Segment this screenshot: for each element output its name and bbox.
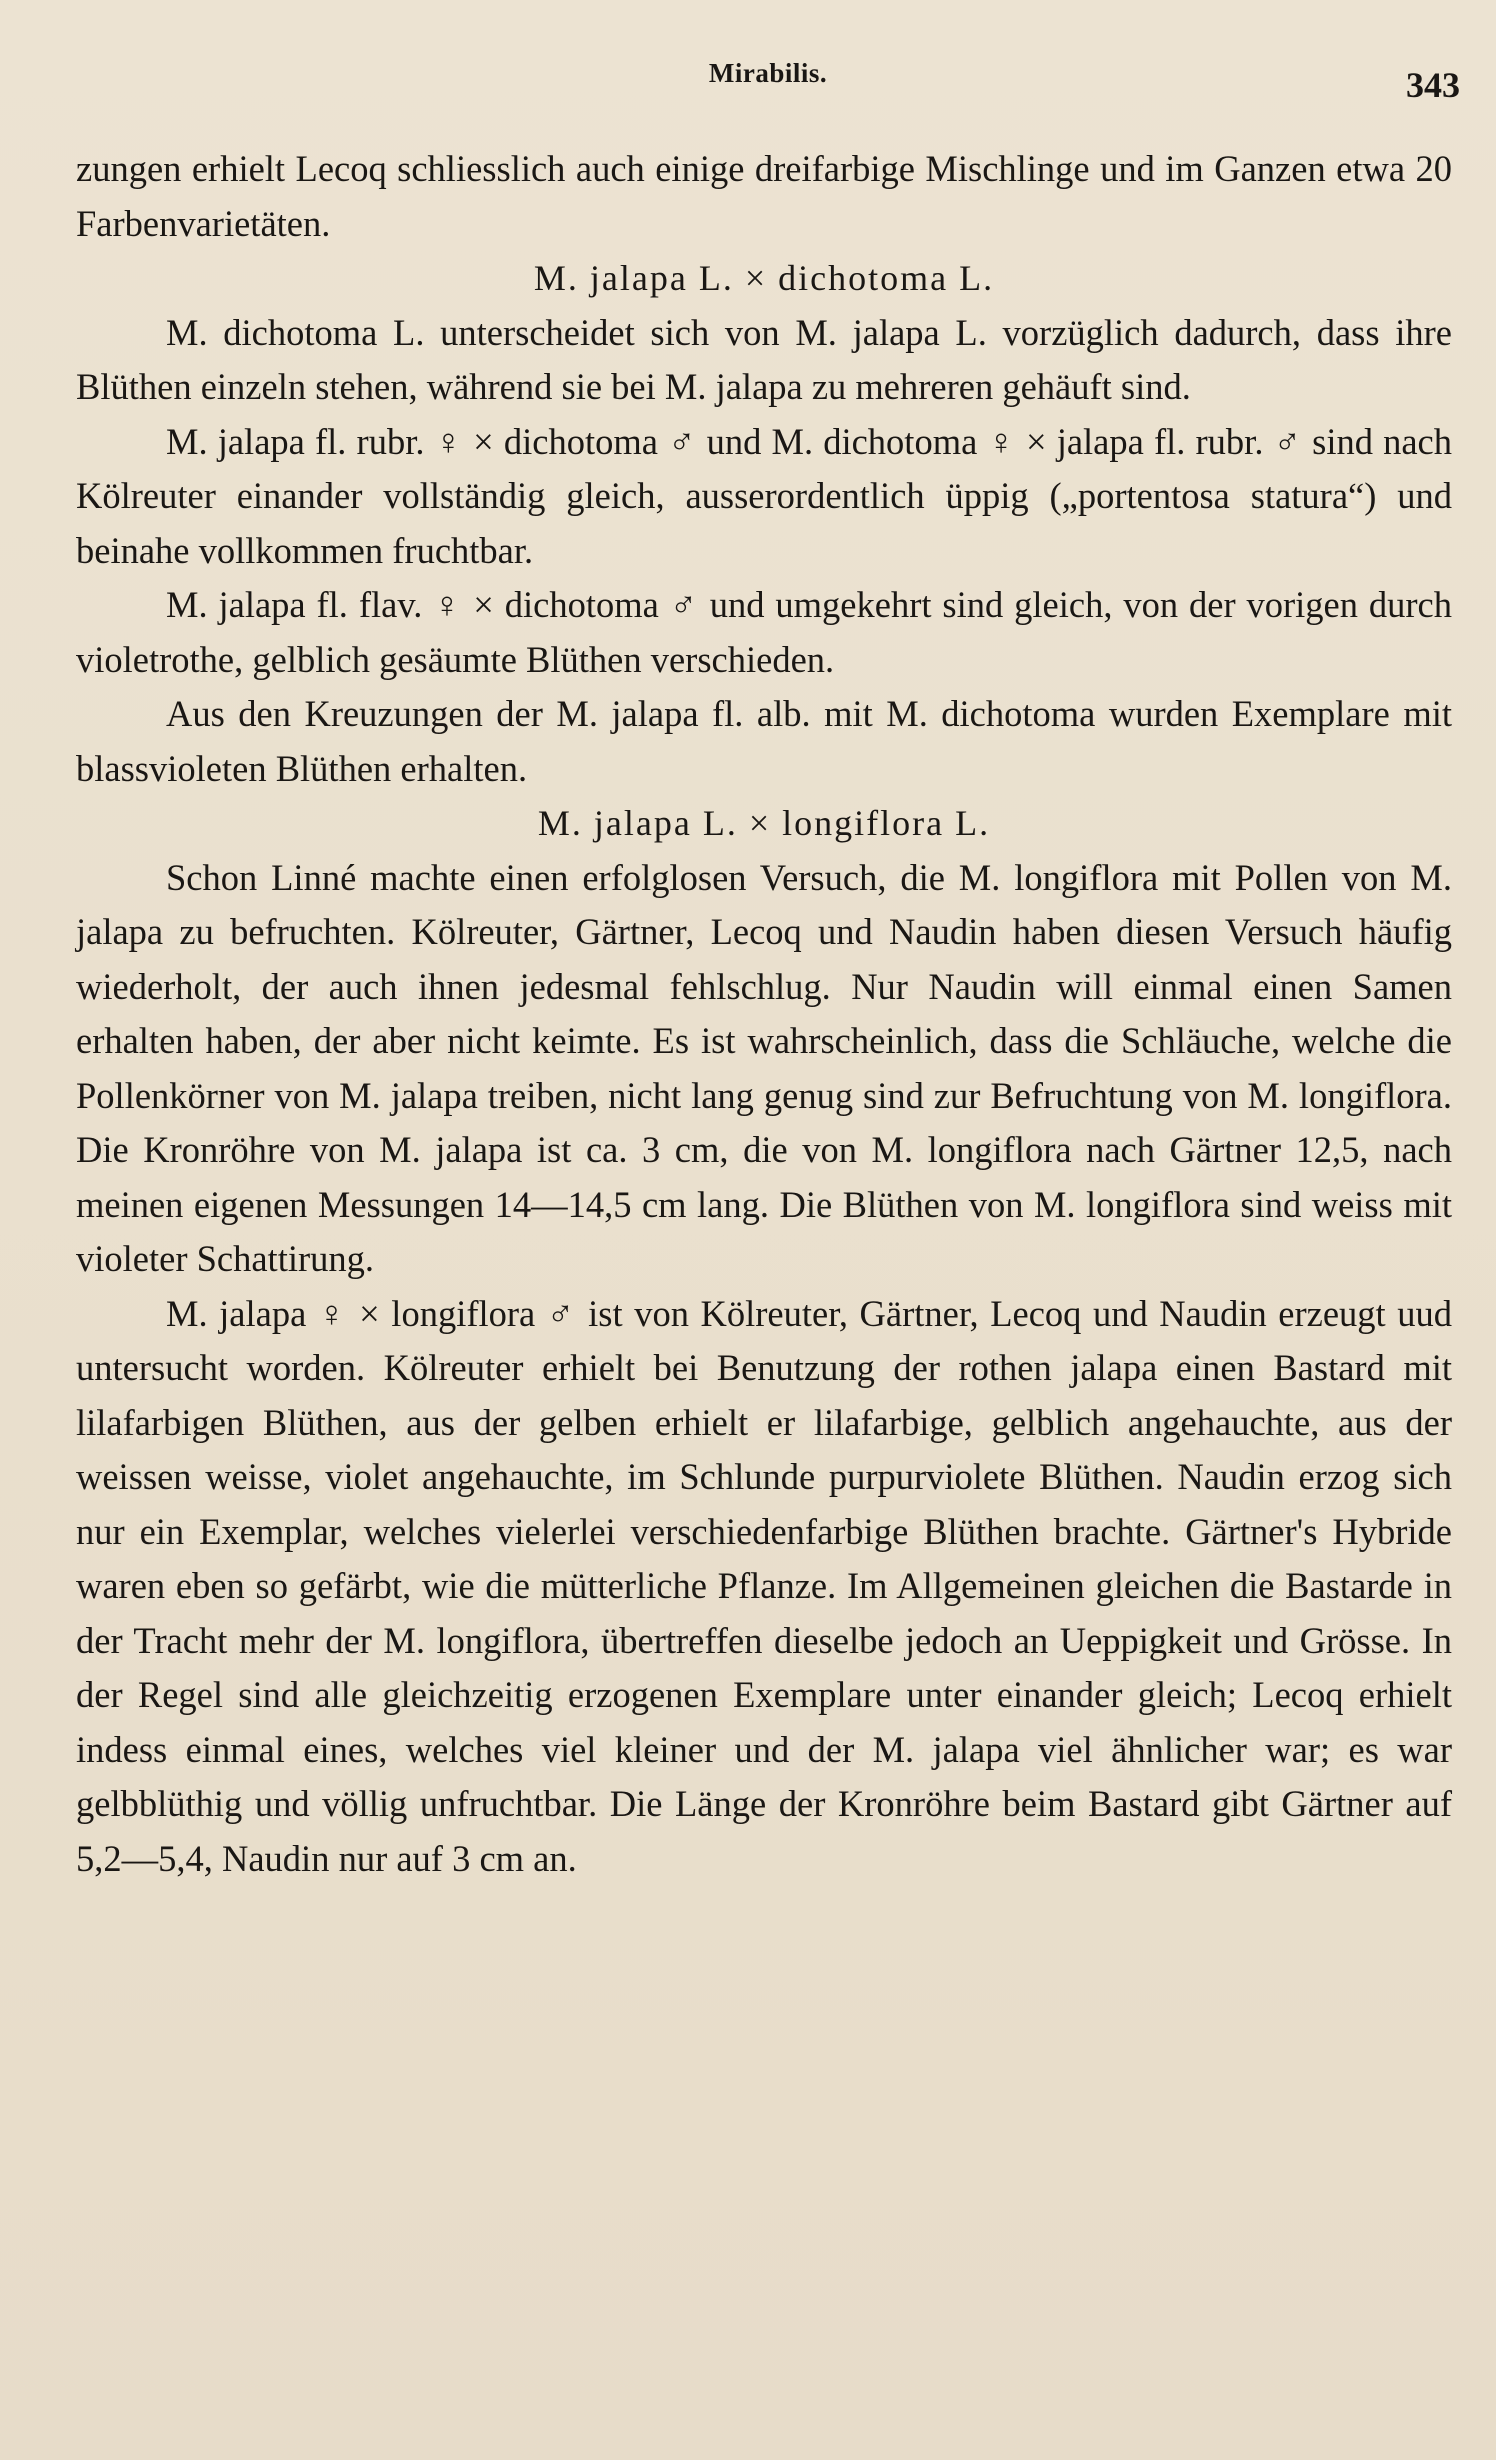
running-title: Mirabilis.: [708, 58, 828, 88]
paragraph-3: M. jalapa fl. rubr. ♀ × dichotoma ♂ und M. dichotoma ♀ × jalapa fl. rubr. ♂ sind nach Kölreuter einander vollständig gleich, ausserordentlich üppig („portentosa statura“) und beinahe vollkommen fruchtbar.: [76, 420, 1452, 571]
paragraph-5: Aus den Kreuzungen der M. jalapa fl. alb. mit M. dichotoma wurden Exemplare mit blassvioleten Blüthen erhalten.: [76, 693, 1452, 789]
paragraph-7: M. jalapa ♀ × longiflora ♂ ist von Kölreuter, Gärtner, Lecoq und Naudin erzeugt uud untersucht worden. Kölreuter erhielt bei Benutzung der rothen jalapa einen Bastard mit lilafarbigen Blüthen, aus der gelben erhielt er lilafarbige, gelblich angehauchte, aus der weissen weisse, violet angehauchte, im Schlunde purpurviolete Blüthen. Naudin erzog sich nur ein Exemplar, welches vielerlei verschiedenfarbige Blüthen brachte. Gärtner's Hybride waren eben so gefärbt, wie die mütterliche Pflanze. Im Allgemeinen gleichen die Bastarde in der Tracht mehr der M. longiflora, übertreffen dieselbe jedoch an Ueppigkeit und Grösse. In der Regel sind alle gleichzeitig erzogenen Exemplare unter einander gleich; Lecoq erhielt indess einmal eines, welches viel kleiner und der M. jalapa viel ähnlicher war; es war gelbblüthig und völlig unfruchtbar. Die Länge der Kronröhre beim Bastard gibt Gärtner auf 5,2—5,4, Naudin nur auf 3 cm an.: [76, 1292, 1452, 1879]
paragraph-4: M. jalapa fl. flav. ♀ × dichotoma ♂ und umgekehrt sind gleich, von der vorigen durch violetrothe, gelblich gesäumte Blüthen verschieden.: [76, 584, 1452, 680]
section-heading-jalapa-longiflora: M. jalapa L. × longiflora L.: [537, 803, 991, 843]
section-heading-jalapa-dichotoma: M. jalapa L. × dichotoma L.: [533, 258, 995, 298]
page-number: 343: [1406, 65, 1460, 105]
paragraph-6: Schon Linné machte einen erfolglosen Versuch, die M. longiflora mit Pollen von M. jalapa zu befruchten. Kölreuter, Gärtner, Lecoq und Naudin haben diesen Versuch häufig wiederholt, der auch ihnen jedesmal fehlschlug. Nur Naudin will einmal einen Samen erhalten haben, der aber nicht keimte. Es ist wahrscheinlich, dass die Schläuche, welche die Pollenkörner von M. jalapa treiben, nicht lang genug sind zur Befruchtung von M. longiflora. Die Kronröhre von M. jalapa ist ca. 3 cm, die von M. longiflora nach Gärtner 12,5, nach meinen eigenen Messungen 14—14,5 cm lang. Die Blüthen von M. longiflora sind weiss mit violeter Schattirung.: [76, 856, 1452, 1279]
running-head: [76, 50, 1460, 108]
paragraph-1: zungen erhielt Lecoq schliesslich auch einige dreifarbige Mischlinge und im Ganzen etwa 20 Farbenvarietäten.: [76, 148, 1452, 244]
paragraph-2: M. dichotoma L. unterscheidet sich von M. jalapa L. vorzüglich dadurch, dass ihre Blüthen einzeln stehen, während sie bei M. jalapa zu mehreren gehäuft sind.: [76, 311, 1452, 407]
page-body: [76, 142, 1452, 1886]
